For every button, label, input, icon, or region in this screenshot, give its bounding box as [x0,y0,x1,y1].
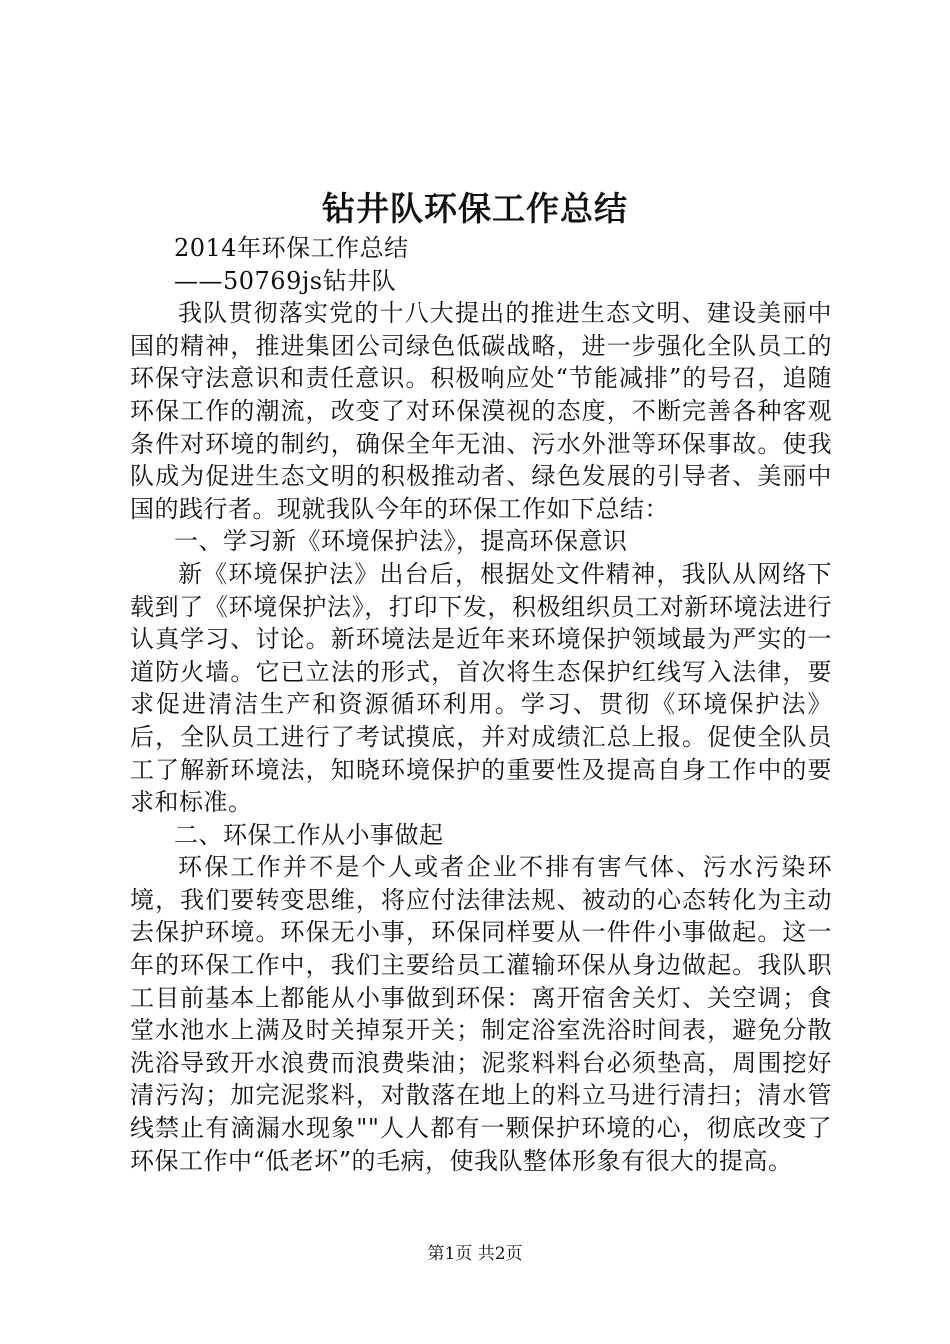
section-paragraph-2: 环保工作并不是个人或者企业不排有害气体、污水污染环境，我们要转变思维，将应付法律法规、被动的心态转化为主动去保护环境。环保无小事，环保同样要从一件件小事做起。这一年的环保工作中，我们主要给员工灌输环保从身边做起。我队职工目前基本上都能从小事做到环保：离开宿舍关灯、关空调；食堂水池水上满及时关掉泵开关；制定浴室洗浴时间表，避免分散洗浴导致开水浪费而浪费柴油；泥浆料料台必须垫高，周围挖好清污沟；加完泥浆料，对散落在地上的料立马进行清扫；清水管线禁止有滴漏水现象""人人都有一颗保护环境的心，彻底改变了环保工作中“低老坏”的毛病，使我队整体形象有很大的提高。 [130,853,832,1175]
section-heading-2: 二、环保工作从小事做起 [174,820,444,849]
page-number-footer: 第1页 共2页 [427,1244,523,1264]
author-line: ——50769js钻井队 [174,266,397,295]
intro-paragraph: 我队贯彻落实党的十八大提出的推进生态文明、建设美丽中国的精神，推进集团公司绿色低碳战略，进一步强化全队员工的环保守法意识和责任意识。积极响应处“节能减排”的号召，追随环保工作的潮流，改变了对环保漠视的态度，不断完善各种客观条件对环境的制约，确保全年无油、污水外泄等环保事故。使我队成为促进生态文明的积极推动者、绿色发展的引导者、美丽中国的践行者。现就我队今年的环保工作如下总结： [130,299,832,523]
document-subtitle: 2014年环保工作总结 [174,234,409,262]
section-paragraph-1: 新《环境保护法》出台后，根据处文件精神，我队从网络下载到了《环境保护法》，打印下发，积极组织员工对新环境法进行认真学习、讨论。新环境法是近年来环境保护领域最为严实的一道防火墙。它已立法的形式，首次将生态保护红线写入法律，要求促进清洁生产和资源循环利用。学习、贯彻《环境保护法》后，全队员工进行了考试摸底，并对成绩汇总上报。促使全队员工了解新环境法，知晓环境保护的重要性及提高自身工作中的要求和标准。 [130,559,832,817]
section-heading-1: 一、学习新《环境保护法》，提高环保意识 [174,527,628,556]
document-body [130,232,832,1177]
document-title: 钻井队环保工作总结 [322,189,628,228]
